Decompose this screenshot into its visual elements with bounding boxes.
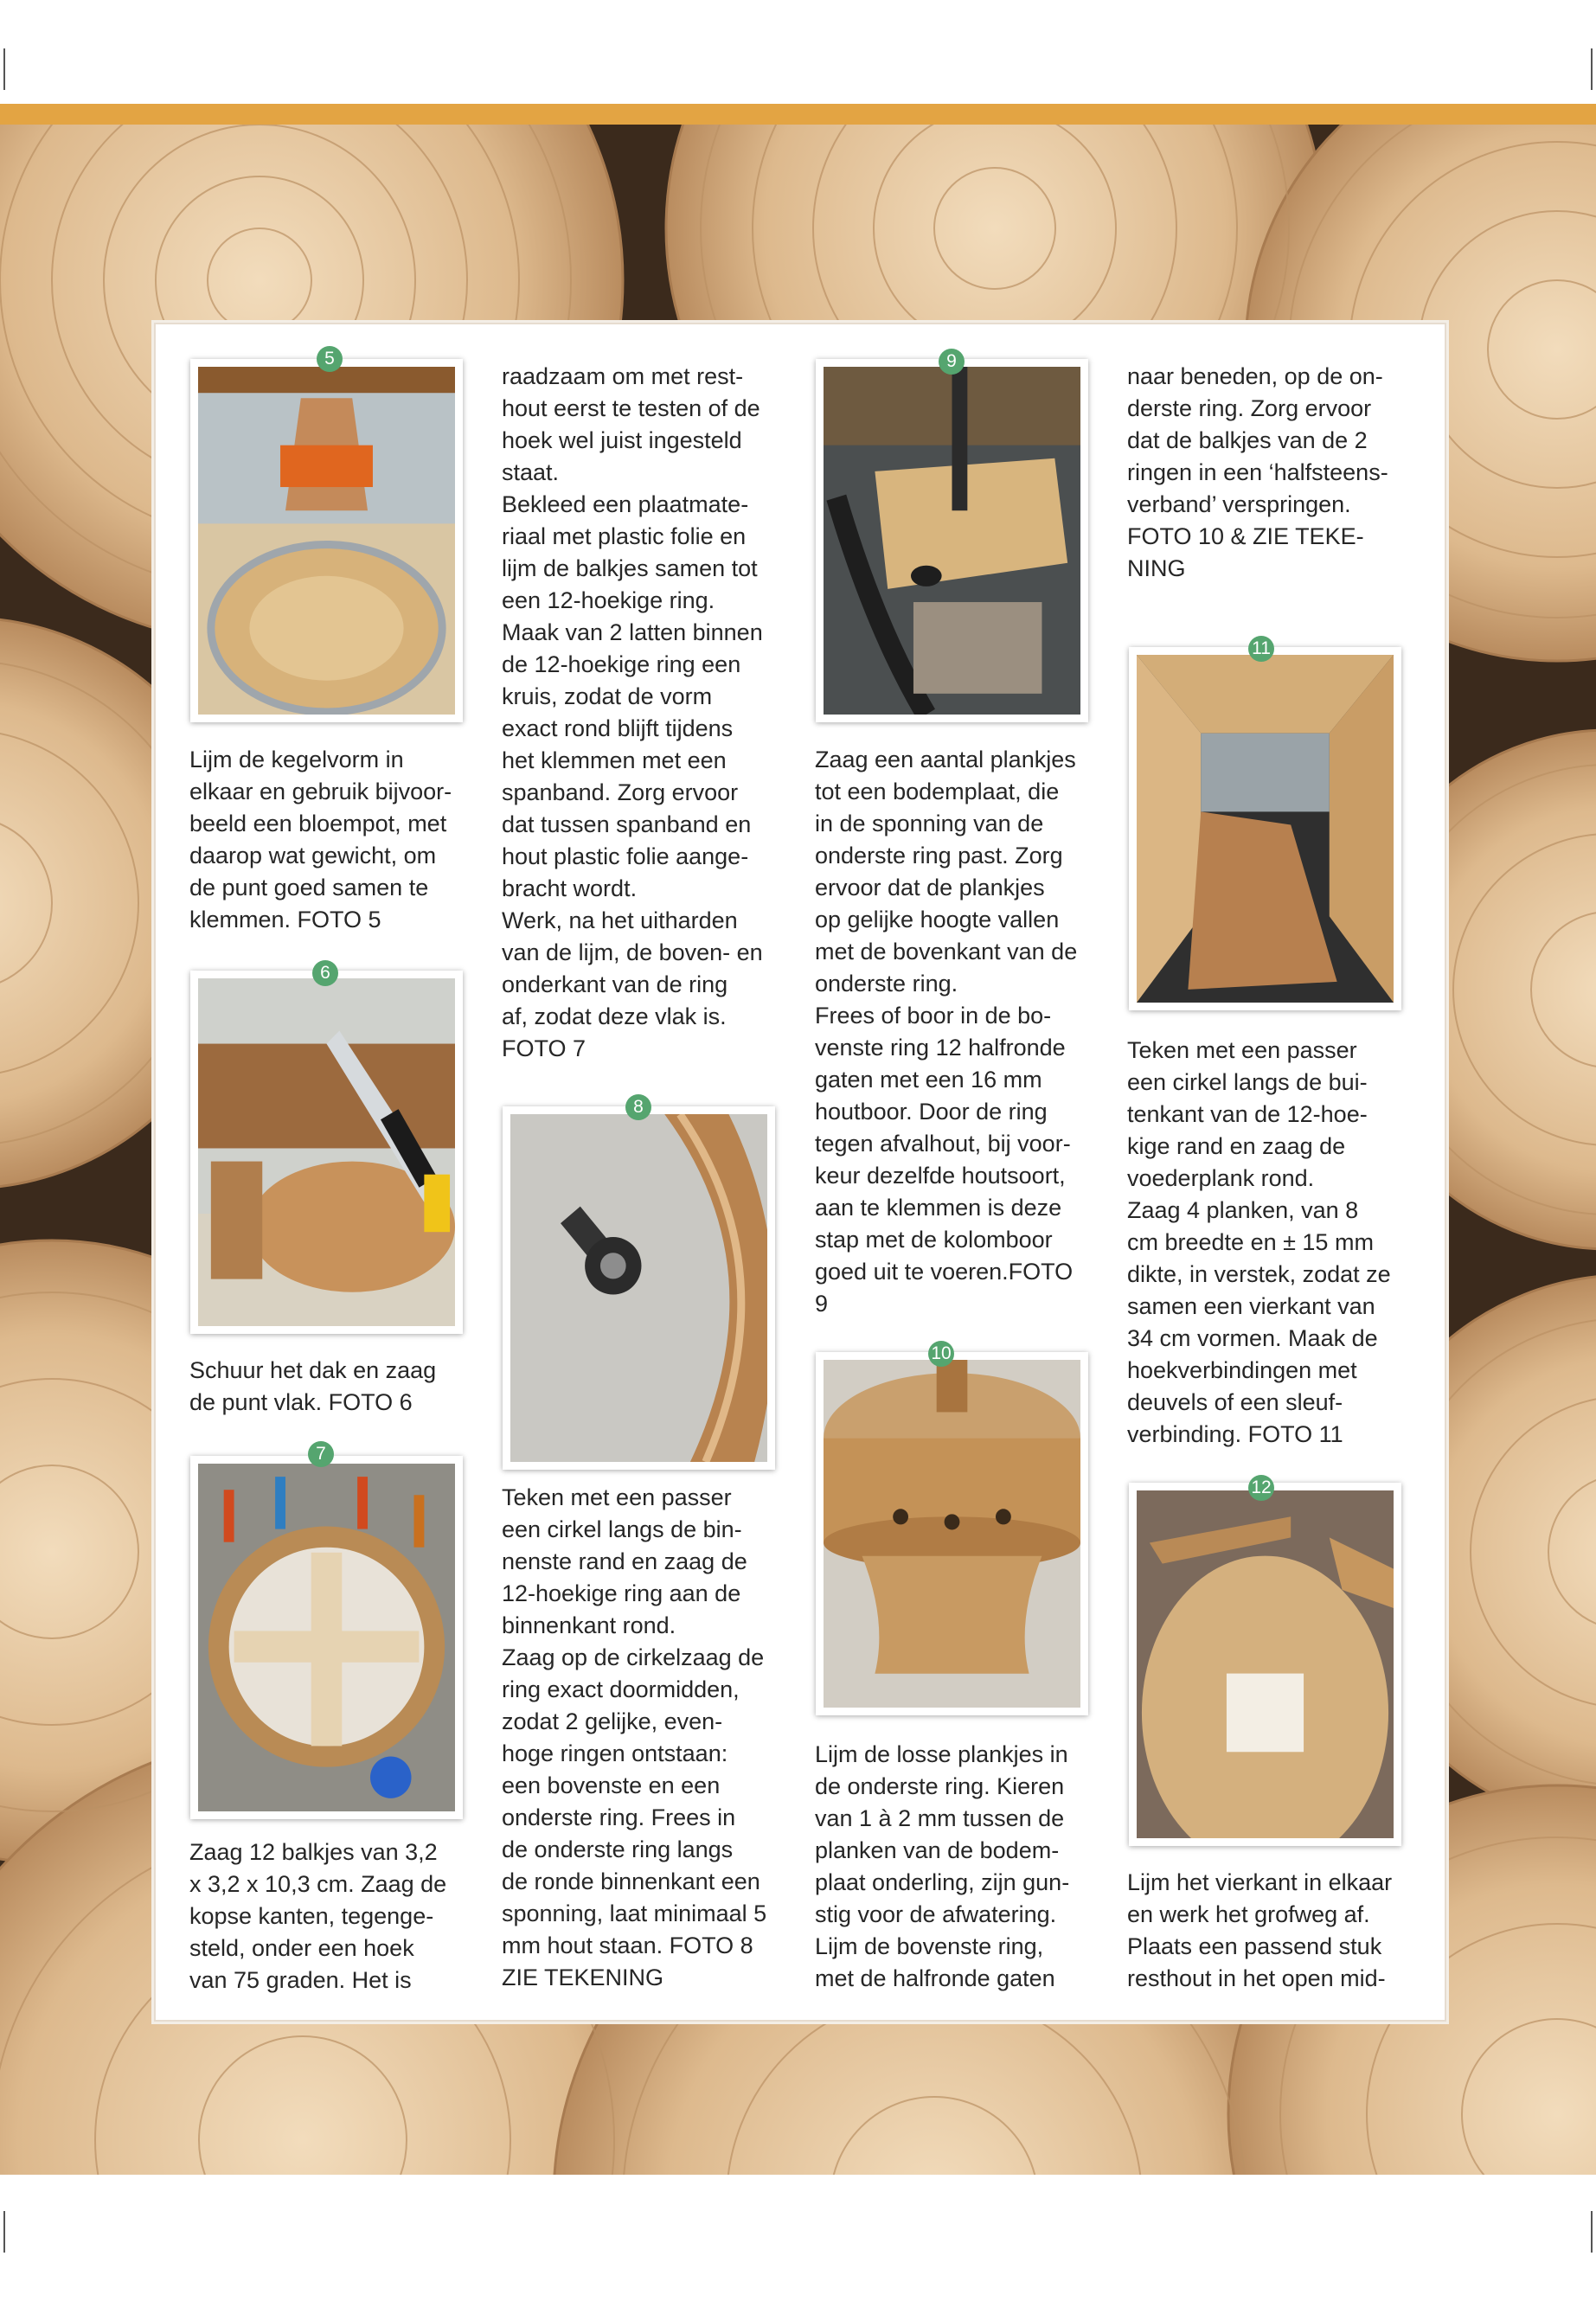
photo-number-badge: 11	[1248, 636, 1274, 662]
text-line: staat.	[502, 459, 560, 485]
text-line: de punt goed samen te	[189, 875, 429, 901]
text-line: een bovenste en een	[502, 1772, 721, 1798]
drilling-photo	[824, 367, 1080, 715]
text-line: onderkant van de ring	[502, 971, 728, 997]
text-line: op gelijke hoogte vallen	[815, 907, 1060, 933]
photo-number-badge: 5	[317, 346, 343, 372]
text-line: FOTO 10 & ZIE TEKE-	[1127, 523, 1364, 549]
text-line: onderste ring past. Zorg	[815, 843, 1063, 868]
text-line: een 12-hoekige ring.	[502, 587, 715, 613]
text-block-col1-c	[189, 1836, 475, 1997]
text-line: kige rand en zaag de	[1127, 1133, 1346, 1159]
text-line: hoekverbindingen met	[1127, 1357, 1357, 1383]
photo-9	[816, 359, 1088, 722]
text-line: verbinding. FOTO 11	[1127, 1421, 1343, 1447]
text-block-col2-b	[502, 1482, 800, 1994]
text-line: de punt vlak. FOTO 6	[189, 1389, 413, 1415]
text-line: een cirkel langs de bui-	[1127, 1069, 1368, 1095]
square-frame-photo	[1137, 655, 1394, 1003]
text-line: Lijm het vierkant in elkaar	[1127, 1869, 1393, 1895]
text-block-col4-c	[1127, 1867, 1430, 1995]
text-line: Lijm de bovenste ring,	[815, 1933, 1044, 1959]
rough-square-photo	[1137, 1490, 1394, 1838]
text-line: venste ring 12 halfronde	[815, 1035, 1066, 1061]
text-line: onderste ring. Frees in	[502, 1804, 736, 1830]
text-line: klemmen. FOTO 5	[189, 907, 381, 933]
text-line: samen een vierkant van	[1127, 1293, 1375, 1319]
text-line: FOTO 7	[502, 1035, 586, 1061]
text-line: nenste rand en zaag de	[502, 1548, 747, 1574]
text-block-col3-b	[815, 1739, 1113, 1995]
text-line: een cirkel langs de bin-	[502, 1516, 742, 1542]
text-block-col2-a	[502, 361, 796, 1065]
text-line: naar beneden, op de on-	[1127, 363, 1383, 389]
text-line: en werk het grofweg af.	[1127, 1901, 1370, 1927]
text-line: hout plastic folie aange-	[502, 843, 749, 869]
text-block-col4-a	[1127, 361, 1430, 585]
ring-clamping-photo	[198, 1464, 455, 1811]
text-line: stap met de kolomboor	[815, 1227, 1053, 1253]
text-line: de onderste ring langs	[502, 1836, 734, 1862]
photo-number-badge: 9	[939, 349, 965, 375]
text-line: hoek wel juist ingesteld	[502, 427, 742, 453]
cone-glue-photo	[198, 367, 455, 715]
text-line: verband’ verspringen.	[1127, 491, 1351, 517]
sawing-roof-photo	[198, 978, 455, 1326]
text-line: dikte, in verstek, zodat ze	[1127, 1261, 1391, 1287]
text-line: de ronde binnenkant een	[502, 1868, 760, 1894]
photo-number-badge: 6	[312, 960, 338, 986]
text-line: onderste ring.	[815, 971, 958, 997]
text-line: exact rond blijft tijdens	[502, 715, 734, 741]
text-line: plaat onderling, zijn gun-	[815, 1869, 1070, 1895]
text-line: tenkant van de 12-hoe-	[1127, 1101, 1368, 1127]
photo-7	[190, 1456, 463, 1819]
text-block-col4-b	[1127, 1035, 1430, 1451]
text-line: tegen afvalhout, bij voor-	[815, 1131, 1071, 1157]
text-line: deuvels of een sleuf-	[1127, 1389, 1343, 1415]
text-block-col1-a	[189, 744, 475, 936]
text-line: Teken met een passer	[1127, 1037, 1357, 1063]
text-line: 34 cm vormen. Maak de	[1127, 1325, 1378, 1351]
text-line: van 75 graden. Het is	[189, 1967, 412, 1993]
text-line: ZIE TEKENING	[502, 1965, 664, 1990]
text-line: Maak van 2 latten binnen	[502, 619, 763, 645]
text-line: daarop wat gewicht, om	[189, 843, 437, 868]
text-line: dat tussen spanband en	[502, 811, 752, 837]
text-line: met de bovenkant van de	[815, 939, 1078, 965]
text-line: met de halfronde gaten	[815, 1965, 1055, 1991]
text-line: Zaag een aantal plankjes	[815, 747, 1076, 772]
photo-10	[816, 1352, 1088, 1715]
text-line: houtboor. Door de ring	[815, 1099, 1048, 1125]
text-line: Frees of boor in de bo-	[815, 1003, 1052, 1029]
text-line: 12-hoekige ring aan de	[502, 1580, 741, 1606]
text-block-col3-a	[815, 744, 1113, 1320]
text-line: Schuur het dak en zaag	[189, 1357, 437, 1383]
text-line: ringen in een ‘halfsteens-	[1127, 459, 1388, 485]
text-line: Zaag op de cirkelzaag de	[502, 1644, 765, 1670]
photo-number-badge: 12	[1248, 1475, 1274, 1501]
text-line: gaten met een 16 mm	[815, 1067, 1042, 1093]
text-line: hout eerst te testen of de	[502, 395, 760, 421]
text-line: lijm de balkjes samen tot	[502, 555, 758, 581]
text-line: steld, onder een hoek	[189, 1935, 414, 1961]
text-line: 9	[815, 1291, 829, 1317]
text-line: Werk, na het uitharden	[502, 907, 738, 933]
photo-5	[190, 359, 463, 722]
text-line: ring exact doormidden,	[502, 1676, 740, 1702]
text-line: bracht wordt.	[502, 875, 638, 901]
text-line: goed uit te voeren.FOTO	[815, 1259, 1074, 1285]
photo-12	[1129, 1483, 1401, 1846]
text-line: voederplank rond.	[1127, 1165, 1315, 1191]
photo-8	[503, 1106, 775, 1470]
text-line: Teken met een passer	[502, 1484, 732, 1510]
text-line: NING	[1127, 555, 1186, 581]
text-line: ervoor dat de plankjes	[815, 875, 1045, 901]
text-line: hoge ringen ontstaan:	[502, 1740, 728, 1766]
text-line: van 1 à 2 mm tussen de	[815, 1805, 1065, 1831]
text-line: Plaats een passend stuk	[1127, 1933, 1382, 1959]
text-line: stig voor de afwatering.	[815, 1901, 1057, 1927]
text-line: Lijm de kegelvorm in	[189, 747, 404, 772]
text-line: af, zodat deze vlak is.	[502, 1003, 727, 1029]
photo-6	[190, 971, 463, 1334]
photo-11	[1129, 647, 1401, 1010]
text-line: derste ring. Zorg ervoor	[1127, 395, 1372, 421]
text-line: kopse kanten, tegenge-	[189, 1903, 434, 1929]
text-line: tot een bodemplaat, die	[815, 779, 1060, 804]
text-line: Lijm de losse plankjes in	[815, 1741, 1068, 1767]
text-line: resthout in het open mid-	[1127, 1965, 1386, 1991]
text-line: mm hout staan. FOTO 8	[502, 1932, 753, 1958]
text-line: de 12-hoekige ring een	[502, 651, 741, 677]
text-line: de onderste ring. Kieren	[815, 1773, 1065, 1799]
text-line: zodat 2 gelijke, even-	[502, 1708, 723, 1734]
text-line: in de sponning van de	[815, 811, 1044, 836]
text-line: beeld een bloempot, met	[189, 811, 447, 836]
text-line: planken van de bodem-	[815, 1837, 1060, 1863]
top-color-band	[0, 104, 1596, 125]
text-line: het klemmen met een	[502, 747, 727, 773]
router-bit-photo	[510, 1114, 767, 1462]
crop-mark-bottom-right	[1591, 2211, 1593, 2253]
text-line: keur dezelfde houtsoort,	[815, 1163, 1066, 1189]
text-line: kruis, zodat de vorm	[502, 683, 713, 709]
text-line: dat de balkjes van de 2	[1127, 427, 1368, 453]
text-line: van de lijm, de boven- en	[502, 939, 763, 965]
crop-mark-bottom-left	[3, 2211, 5, 2253]
assembled-ring-photo	[824, 1360, 1080, 1708]
text-line: x 3,2 x 10,3 cm. Zaag de	[189, 1871, 447, 1897]
text-line: Zaag 4 planken, van 8	[1127, 1197, 1359, 1223]
text-line: Bekleed een plaatmate-	[502, 491, 749, 517]
text-line: raadzaam om met rest-	[502, 363, 744, 389]
photo-number-badge: 8	[625, 1094, 651, 1120]
crop-mark-top-left	[3, 48, 5, 90]
text-line: elkaar en gebruik bijvoor-	[189, 779, 452, 804]
text-line: binnenkant rond.	[502, 1612, 676, 1638]
text-line: riaal met plastic folie en	[502, 523, 747, 549]
text-line: cm breedte en ± 15 mm	[1127, 1229, 1374, 1255]
photo-number-badge: 7	[308, 1441, 334, 1467]
text-line: spanband. Zorg ervoor	[502, 779, 739, 805]
text-line: Zaag 12 balkjes van 3,2	[189, 1839, 438, 1865]
text-block-col1-b	[189, 1355, 475, 1419]
text-line: sponning, laat minimaal 5	[502, 1900, 767, 1926]
crop-mark-top-right	[1591, 48, 1593, 90]
text-line: aan te klemmen is deze	[815, 1195, 1062, 1221]
photo-number-badge: 10	[928, 1341, 954, 1367]
